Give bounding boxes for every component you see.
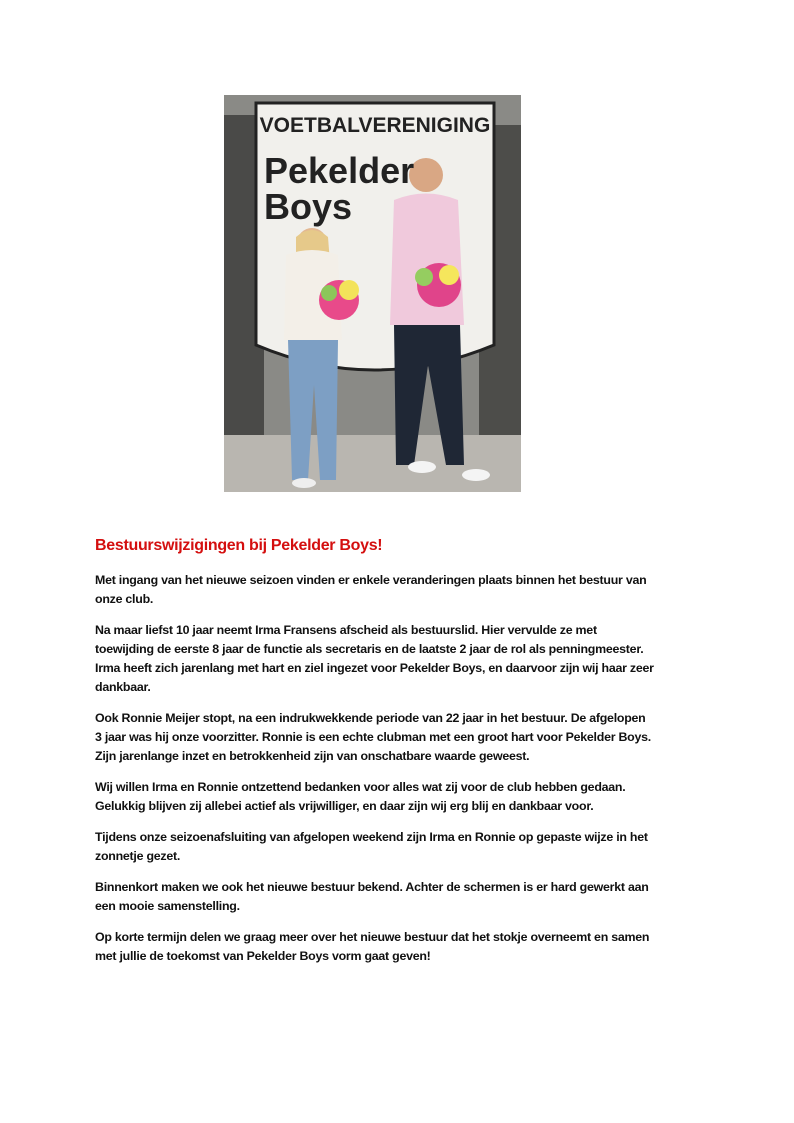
paragraph-line: Tijdens onze seizoenafsluiting van afgelopen weekend zijn Irma en Ronnie op gepaste wijze in het — [95, 830, 648, 844]
paragraph-line: Binnenkort maken we ook het nieuwe bestuur bekend. Achter de schermen is er hard gewerkt aan — [95, 880, 649, 894]
paragraph — [95, 878, 715, 916]
paragraph-line: met jullie de toekomst van Pekelder Boys vorm gaat geven! — [95, 949, 431, 963]
paragraph-line: onze club. — [95, 592, 154, 606]
sign-text-top: VOETBALVERENIGING — [259, 114, 491, 137]
paragraph-line: Zijn jarenlange inzet en betrokkenheid zijn van onschatbare waarde geweest. — [95, 749, 530, 763]
sign-text-club-2: Boys — [264, 186, 353, 227]
article-body — [95, 571, 715, 978]
paragraph-line: Met ingang van het nieuwe seizoen vinden er enkele veranderingen plaats binnen het bestuur van — [95, 573, 647, 587]
paragraph — [95, 828, 715, 866]
paragraph — [95, 621, 715, 697]
paragraph-line: dankbaar. — [95, 680, 151, 694]
paragraph-line: Na maar liefst 10 jaar neemt Irma Fransens afscheid als bestuurslid. Hier vervulde ze met — [95, 623, 597, 637]
paragraph-line: Wij willen Irma en Ronnie ontzettend bedanken voor alles wat zij voor de club hebben gedaan. — [95, 780, 626, 794]
paragraph-line: zonnetje gezet. — [95, 849, 181, 863]
club-photo — [224, 95, 521, 492]
paragraph-line: Gelukkig blijven zij allebei actief als vrijwilliger, en daar zijn wij erg blij en dankbaar voor. — [95, 799, 594, 813]
paragraph — [95, 571, 715, 609]
paragraph-line: Op korte termijn delen we graag meer over het nieuwe bestuur dat het stokje overneemt en samen — [95, 930, 650, 944]
paragraph-line: Irma heeft zich jarenlang met hart en ziel ingezet voor Pekelder Boys, en daarvoor zijn wij haar zeer — [95, 661, 654, 675]
paragraph — [95, 928, 715, 966]
paragraph-line: toewijding de eerste 8 jaar de functie als secretaris en de laatste 2 jaar de rol als penningmeester. — [95, 642, 644, 656]
paragraph-line: een mooie samenstelling. — [95, 899, 240, 913]
article-title: Bestuurswijzigingen bij Pekelder Boys! — [95, 537, 383, 554]
paragraph-line: Ook Ronnie Meijer stopt, na een indrukwekkende periode van 22 jaar in het bestuur. De afgelopen — [95, 711, 646, 725]
paragraph-line: 3 jaar was hij onze voorzitter. Ronnie is een echte clubman met een groot hart voor Pekelder Boys. — [95, 730, 651, 744]
paragraph — [95, 778, 715, 816]
sign-text-club-1: Pekelder — [264, 150, 415, 191]
paragraph — [95, 709, 715, 766]
